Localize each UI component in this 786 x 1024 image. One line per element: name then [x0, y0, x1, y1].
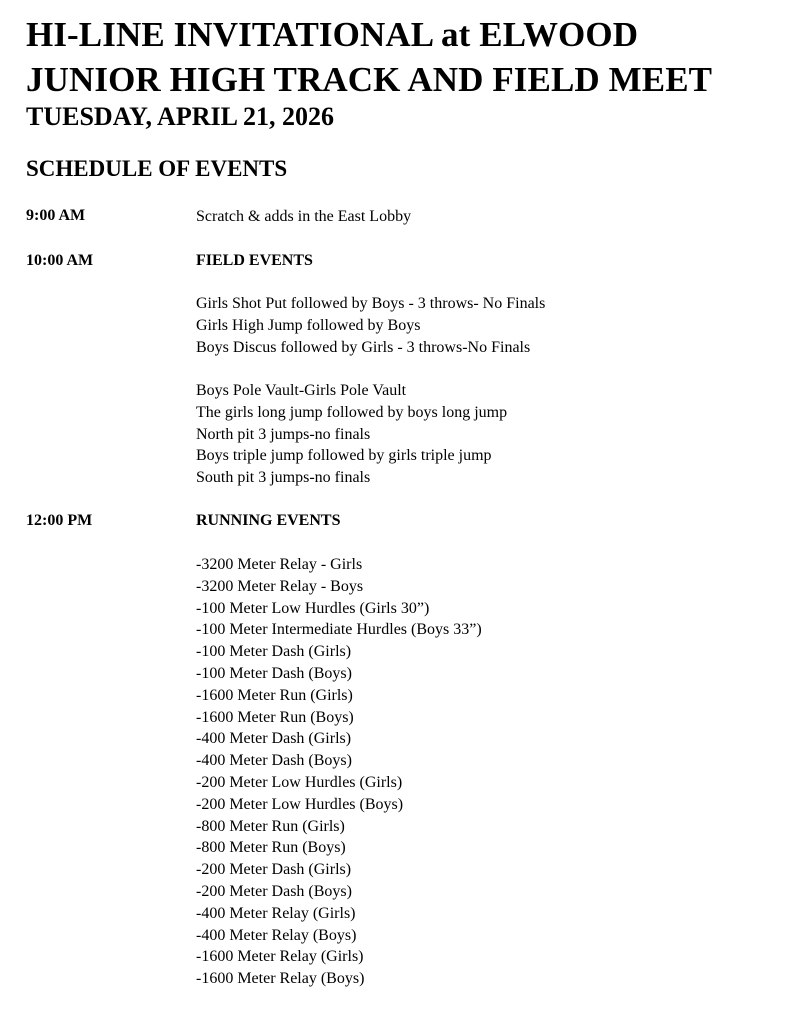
meet-date: TUESDAY, APRIL 21, 2026	[26, 102, 335, 131]
list-item: Girls High Jump followed by Boys	[196, 316, 421, 334]
list-item: -800 Meter Run (Girls)	[196, 817, 345, 835]
list-item: -200 Meter Dash (Boys)	[196, 882, 352, 900]
field-events-throws-list	[196, 293, 545, 358]
list-item: -100 Meter Low Hurdles (Girls 30”)	[196, 599, 430, 617]
running-events-heading: RUNNING EVENTS	[196, 512, 341, 529]
list-item: -200 Meter Low Hurdles (Girls)	[196, 773, 403, 791]
list-item: -100 Meter Dash (Boys)	[196, 664, 352, 682]
list-item: Girls Shot Put followed by Boys - 3 throws- No Finals	[196, 295, 546, 312]
list-item: The girls long jump followed by boys long jump	[196, 403, 508, 421]
time-label-10am: 10:00 AM	[26, 252, 94, 269]
list-item: -100 Meter Dash (Girls)	[196, 643, 352, 661]
list-item: -1600 Meter Run (Boys)	[196, 708, 354, 726]
list-item: -1600 Meter Relay (Boys)	[196, 970, 365, 988]
list-item: Boys Discus followed by Girls - 3 throws-No Finals	[196, 338, 531, 356]
scratch-adds-note: Scratch & adds in the East Lobby	[196, 208, 412, 225]
list-item: -400 Meter Relay (Girls)	[196, 904, 356, 922]
list-item: -200 Meter Dash (Girls)	[196, 861, 352, 879]
time-label-9am: 9:00 AM	[26, 207, 86, 224]
list-item: -1600 Meter Relay (Girls)	[196, 948, 364, 966]
list-item: Boys Pole Vault-Girls Pole Vault	[196, 382, 407, 399]
meet-title-line-1: HI-LINE INVITATIONAL at ELWOOD	[26, 15, 639, 54]
list-item: South pit 3 jumps-no finals	[196, 469, 371, 487]
list-item: -3200 Meter Relay - Girls	[196, 556, 363, 573]
running-events-list	[196, 554, 482, 990]
list-item: -1600 Meter Run (Girls)	[196, 686, 353, 704]
list-item: -400 Meter Relay (Boys)	[196, 926, 357, 944]
meet-title-line-2: JUNIOR HIGH TRACK AND FIELD MEET	[26, 60, 713, 99]
list-item: -400 Meter Dash (Boys)	[196, 752, 352, 770]
list-item: -400 Meter Dash (Girls)	[196, 730, 352, 748]
list-item: -100 Meter Intermediate Hurdles (Boys 33”)	[196, 621, 482, 639]
list-item: -800 Meter Run (Boys)	[196, 839, 346, 857]
list-item: North pit 3 jumps-no finals	[196, 425, 371, 443]
field-events-jumps-list	[196, 380, 507, 489]
list-item: -200 Meter Low Hurdles (Boys)	[196, 795, 404, 813]
list-item: -3200 Meter Relay - Boys	[196, 577, 364, 595]
field-events-heading: FIELD EVENTS	[196, 252, 313, 269]
schedule-heading: SCHEDULE OF EVENTS	[26, 156, 288, 181]
list-item: Boys triple jump followed by girls triple jump	[196, 447, 492, 465]
time-label-12pm: 12:00 PM	[26, 512, 93, 529]
